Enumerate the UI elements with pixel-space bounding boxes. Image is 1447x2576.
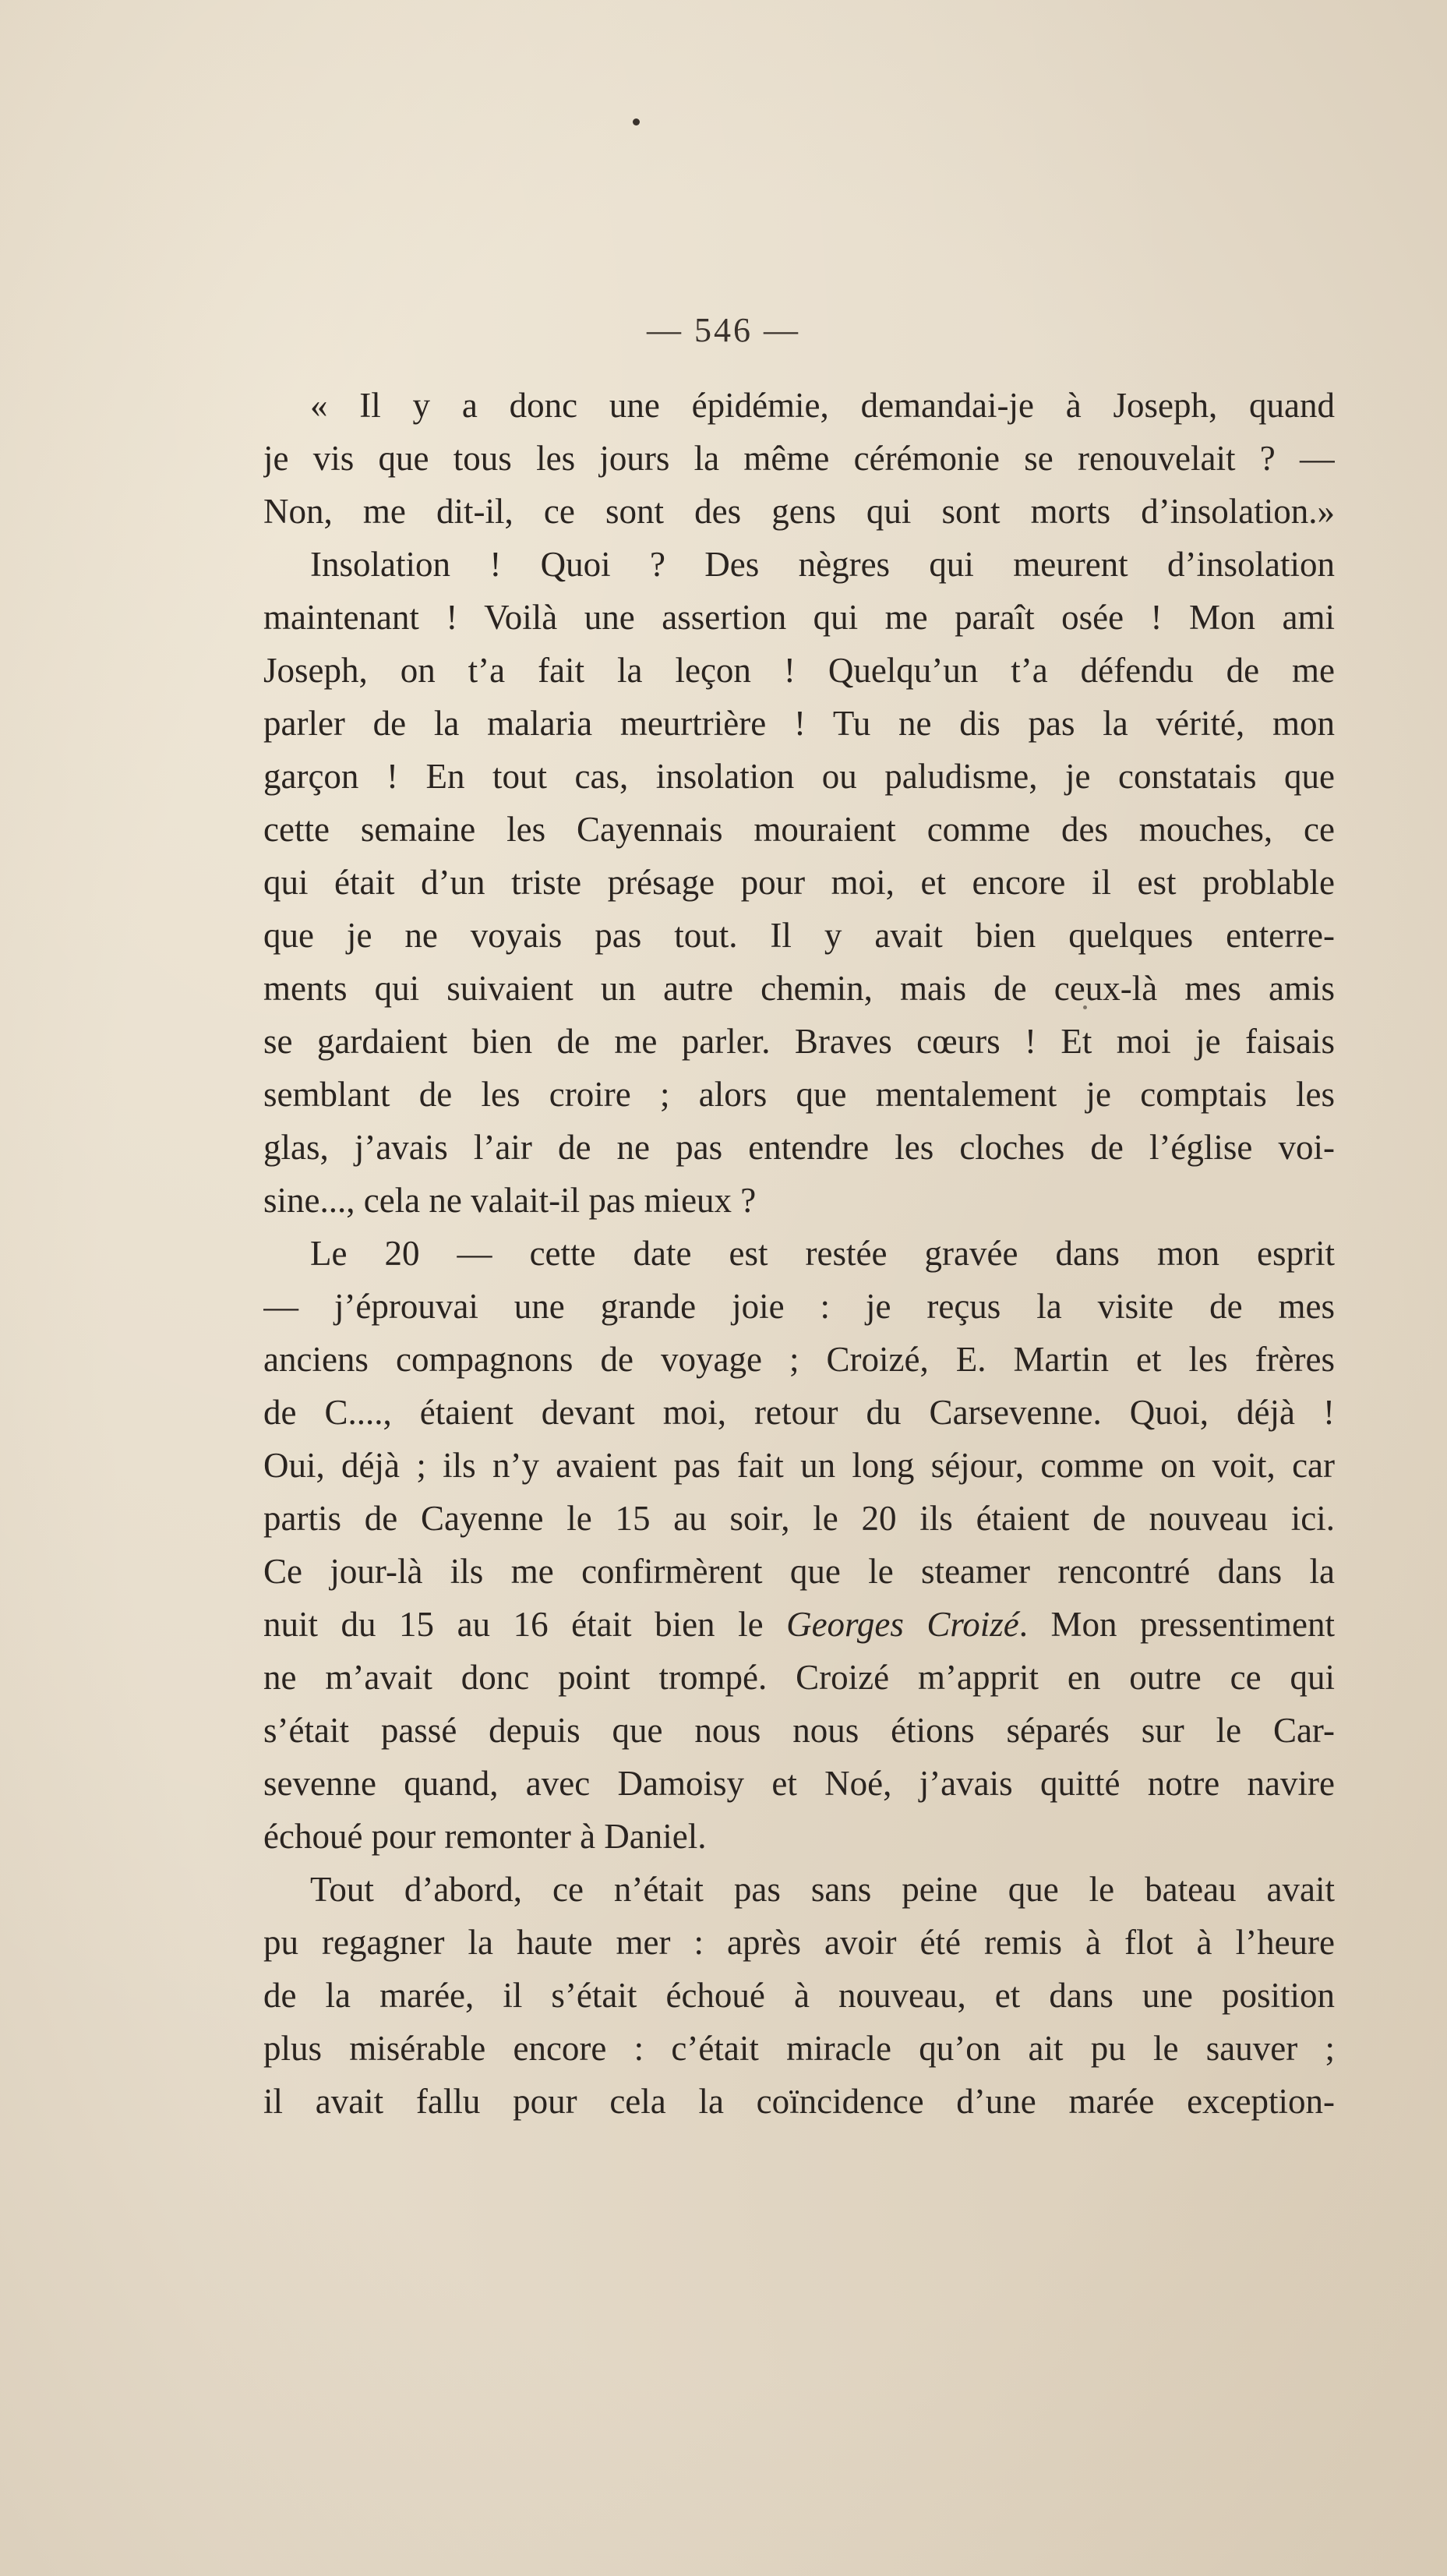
text-line: anciens compagnons de voyage ; Croizé, E. Martin et les frères	[263, 1340, 1335, 1379]
text-line: — j’éprouvai une grande joie : je reçus la visite de mes	[263, 1287, 1335, 1326]
text-line: partis de Cayenne le 15 au soir, le 20 ils étaient de nouveau ici.	[263, 1499, 1335, 1538]
text-line: Le 20 — cette date est restée gravée dans mon esprit	[310, 1234, 1335, 1273]
text-line: parler de la malaria meurtrière ! Tu ne dis pas la vérité, mon	[263, 704, 1335, 743]
text-line: Joseph, on t’a fait la leçon ! Quelqu’un t’a défendu de me	[263, 651, 1335, 690]
text-line: nuit du 15 au 16 était bien le Georges Croizé. Mon pressentiment	[263, 1605, 1335, 1644]
text-line: pu regagner la haute mer : après avoir été remis à flot à l’heure	[263, 1923, 1335, 1962]
text-line: Non, me dit-il, ce sont des gens qui sont morts d’insolation.»	[263, 492, 1335, 531]
text-line: échoué pour remonter à Daniel.	[263, 1817, 707, 1856]
text-line: sine..., cela ne valait-il pas mieux ?	[263, 1181, 757, 1220]
text-line: ments qui suivaient un autre chemin, mais de ceux-là mes amis	[263, 969, 1335, 1008]
text-line: plus misérable encore : c’était miracle qu’on ait pu le sauver ;	[263, 2029, 1335, 2068]
text-line: je vis que tous les jours la même cérémonie se renouvelait ? —	[263, 439, 1335, 478]
body-text	[263, 379, 1335, 2128]
text-line: Tout d’abord, ce n’était pas sans peine que le bateau avait	[310, 1870, 1335, 1909]
text-line: Oui, déjà ; ils n’y avaient pas fait un long séjour, comme on voit, car	[263, 1446, 1335, 1485]
page-number: — 546 —	[647, 311, 800, 349]
text-line: que je ne voyais pas tout. Il y avait bien quelques enterre-	[263, 916, 1335, 955]
text-line: sevenne quand, avec Damoisy et Noé, j’avais quitté notre navire	[263, 1764, 1335, 1803]
ink-speck	[633, 118, 640, 125]
text-line: Ce jour-là ils me confirmèrent que le steamer rencontré dans la	[263, 1552, 1335, 1591]
text-line: « Il y a donc une épidémie, demandai-je à Joseph, quand	[310, 386, 1335, 425]
text-line: cette semaine les Cayennais mouraient comme des mouches, ce	[263, 810, 1335, 849]
text-line: ne m’avait donc point trompé. Croizé m’apprit en outre ce qui	[263, 1658, 1335, 1697]
text-line: semblant de les croire ; alors que mentalement je comptais les	[263, 1075, 1335, 1114]
text-line: il avait fallu pour cela la coïncidence d’une marée exception-	[263, 2082, 1335, 2121]
ship-name: Georges Croizé	[786, 1605, 1019, 1644]
text-line: maintenant ! Voilà une assertion qui me paraît osée ! Mon ami	[263, 598, 1335, 637]
text-line: garçon ! En tout cas, insolation ou paludisme, je constatais que	[263, 757, 1335, 796]
text-line: se gardaient bien de me parler. Braves cœurs ! Et moi je faisais	[263, 1022, 1335, 1061]
text-line: Insolation ! Quoi ? Des nègres qui meurent d’insolation	[310, 545, 1335, 584]
text-line: glas, j’avais l’air de ne pas entendre les cloches de l’église voi-	[263, 1128, 1335, 1167]
text-line: s’était passé depuis que nous nous étions séparés sur le Car-	[263, 1711, 1335, 1750]
text-line: de la marée, il s’était échoué à nouveau, et dans une position	[263, 1976, 1335, 2015]
text-line: de C...., étaient devant moi, retour du Carsevenne. Quoi, déjà !	[263, 1393, 1335, 1432]
text-line: qui était d’un triste présage pour moi, et encore il est problable	[263, 863, 1335, 902]
